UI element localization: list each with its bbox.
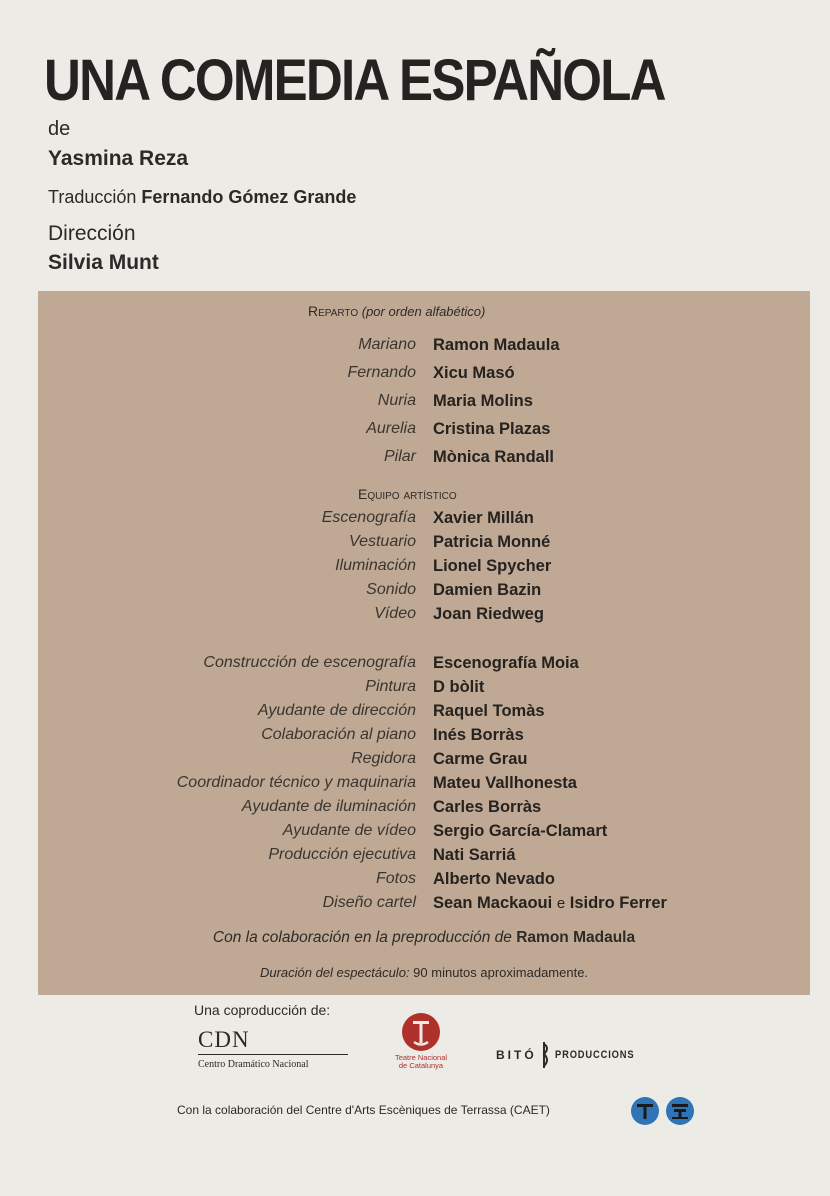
cdn-logo: CDN Centro Dramático Nacional — [198, 1028, 348, 1070]
credit-role: Colaboración al piano — [261, 726, 416, 743]
credit-name: Lionel Spycher — [433, 557, 552, 575]
direction-label: Dirección — [48, 222, 136, 245]
credit-role: Diseño cartel — [322, 894, 416, 911]
credit-name: Mateu Vallhonesta — [433, 774, 577, 792]
credit-role: Construcción de escenografía — [203, 654, 416, 671]
credit-role: Ayudante de vídeo — [282, 822, 416, 839]
credit-name: Xavier Millán — [433, 509, 534, 527]
credits-panel — [38, 291, 810, 995]
credit-role: Vídeo — [374, 605, 416, 622]
technical-row — [38, 870, 810, 892]
credit-name: Sean Mackaoui e Isidro Ferrer — [433, 894, 667, 912]
cast-actor: Maria Molins — [433, 392, 533, 410]
cast-role: Mariano — [358, 336, 416, 353]
artistic-row — [38, 509, 810, 531]
duration-line: Duración del espectáculo: 90 minutos aproximadamente. — [259, 965, 589, 980]
credit-role: Escenografía — [321, 509, 416, 526]
bito-mark-icon — [541, 1040, 551, 1070]
credit-name: Joan Riedweg — [433, 605, 544, 623]
credit-name: Inés Borràs — [433, 726, 524, 744]
technical-row — [38, 750, 810, 772]
credit-role: Fotos — [375, 870, 416, 887]
credit-name: Raquel Tomàs — [433, 702, 545, 720]
credit-name: Escenografía Moia — [433, 654, 579, 672]
coproduction-label: Una coproducción de: — [194, 1002, 331, 1018]
technical-row — [38, 846, 810, 868]
translator-name: Fernando Gómez Grande — [141, 187, 357, 207]
credit-name: Alberto Nevado — [433, 870, 555, 888]
translation-line — [48, 187, 356, 208]
credit-role: Iluminación — [335, 557, 416, 574]
artistic-row — [38, 581, 810, 603]
technical-row — [38, 726, 810, 748]
artistic-row — [38, 605, 810, 627]
cast-row — [38, 420, 810, 442]
cast-actor: Mònica Randall — [433, 448, 555, 466]
technical-row — [38, 822, 810, 844]
artistic-row — [38, 533, 810, 555]
credit-role: Vestuario — [349, 533, 416, 550]
technical-row — [38, 894, 810, 916]
director-name: Silvia Munt — [48, 251, 159, 274]
cast-row — [38, 336, 810, 358]
credit-name: Nati Sarriá — [433, 846, 516, 864]
credit-name: D bòlit — [433, 678, 485, 696]
credit-name: Damien Bazin — [433, 581, 542, 599]
tnc-emblem-icon — [401, 1012, 441, 1052]
preproduction-credit: Con la colaboración en la preproducción de Ramon Madaula — [212, 929, 636, 946]
play-title: UNA COMEDIA ESPAÑOLA — [44, 48, 665, 113]
bito-logo: BITÓ PRODUCCIONS — [496, 1040, 648, 1070]
cast-role: Fernando — [347, 364, 416, 381]
by-label: de — [48, 118, 71, 140]
credit-role: Ayudante de dirección — [257, 702, 416, 719]
artistic-heading: Equipo artístico — [358, 486, 457, 502]
translation-label: Traducción — [48, 187, 137, 207]
technical-row — [38, 654, 810, 676]
credit-role: Sonido — [366, 581, 416, 598]
cast-actor: Xicu Masó — [433, 364, 515, 382]
credit-role: Producción ejecutiva — [268, 846, 416, 863]
technical-row — [38, 678, 810, 700]
technical-row — [38, 702, 810, 724]
author-name: Yasmina Reza — [48, 147, 189, 170]
caet-credit: Con la colaboración del Centre d'Arts Escèniques de Terrassa (CAET) — [177, 1103, 550, 1117]
credit-role: Regidora — [351, 750, 416, 767]
credit-role: Pintura — [365, 678, 416, 695]
credit-name: Patricia Monné — [433, 533, 551, 551]
cast-row — [38, 392, 810, 414]
credit-name: Carles Borràs — [433, 798, 542, 816]
credit-name: Sergio García-Clamart — [433, 822, 608, 840]
artistic-row — [38, 557, 810, 579]
cast-role: Pilar — [383, 448, 416, 465]
cast-role: Nuria — [377, 392, 416, 409]
credit-name: Carme Grau — [433, 750, 528, 768]
cast-actor: Cristina Plazas — [433, 420, 551, 438]
technical-row — [38, 798, 810, 820]
credit-role: Ayudante de iluminación — [241, 798, 416, 815]
credit-role: Coordinador técnico y maquinaria — [176, 774, 416, 791]
cast-role: Aurelia — [366, 420, 416, 437]
tnc-logo: Teatre Nacional de Catalunya — [386, 1012, 456, 1071]
caet-logo-icon — [630, 1096, 698, 1126]
cast-heading: Reparto (por orden alfabético) — [308, 303, 486, 319]
cast-row — [38, 364, 810, 386]
technical-row — [38, 774, 810, 796]
cast-actor: Ramon Madaula — [433, 336, 560, 354]
cast-row — [38, 448, 810, 470]
